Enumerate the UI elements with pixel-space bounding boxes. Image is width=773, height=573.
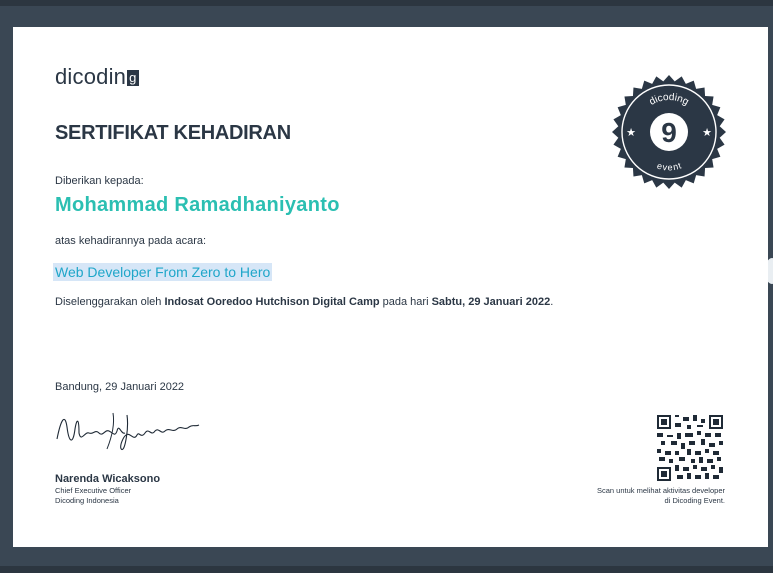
place-date: Bandung, 29 Januari 2022 [55,381,185,393]
signer-name: Narenda Wicaksono [55,473,161,485]
organizer-name: Indosat Ooredoo Hutchison Digital Camp [164,296,380,308]
organizer-statement [55,296,553,308]
signer-role [55,486,131,505]
certificate [13,27,768,547]
signature-image [53,409,203,453]
certificate-title: SERTIFIKAT KEHADIRAN [55,122,291,144]
dicoding-event-seal [611,74,727,190]
window-top-bar [0,0,773,6]
organizer-suffix: . [550,296,554,308]
dicoding-logo [55,64,139,90]
event-name: Web Developer From Zero to Hero [55,264,271,280]
signer-company: Dicoding Indonesia [55,495,119,505]
organizer-middle: pada hari [379,296,432,308]
seal-bottom-text: event [655,160,683,173]
recipient-name: Mohammad Ramadhaniyanto [55,194,340,216]
event-date: Sabtu, 29 Januari 2022 [431,296,551,308]
star-left-icon: ★ [626,127,636,139]
logo-glyph: g [129,70,137,85]
logo-text: dicodin [55,64,127,89]
seal-top-text: dicoding [647,91,691,108]
window-bottom-bar [0,566,773,573]
star-right-icon: ★ [702,127,712,139]
qr-code[interactable] [657,415,723,481]
scan-line-2: di Dicoding Event. [664,495,725,505]
scan-caption [533,486,725,505]
given-to-label: Diberikan kepada: [55,175,144,187]
scan-line-1: Scan untuk melihat aktivitas developer [597,486,725,495]
seal-glyph: 9 [661,117,677,148]
organizer-prefix: Diselenggarakan oleh [55,296,165,308]
signer-title: Chief Executive Officer [55,486,132,495]
attendance-label: atas kehadirannya pada acara: [55,235,207,247]
